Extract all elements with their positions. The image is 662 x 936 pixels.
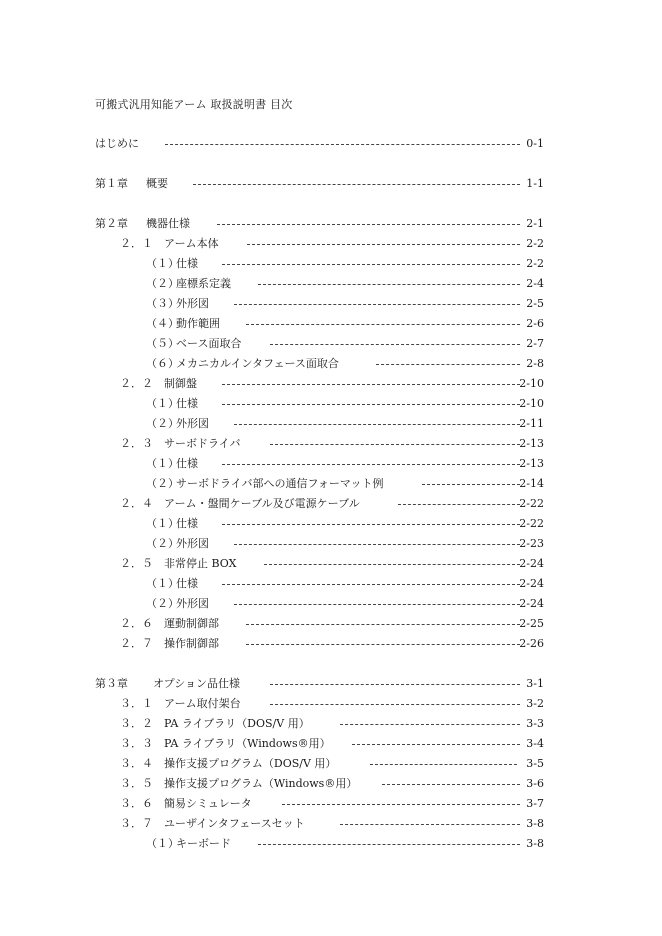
toc-entry-label: ユーザインタフェースセット	[164, 817, 305, 830]
toc-leader	[234, 424, 520, 425]
toc-entry-label: 外形図	[176, 297, 209, 310]
toc-entry-number: （６）	[146, 357, 179, 370]
toc-entry-number: ２．１	[120, 237, 153, 250]
toc-entry-label: メカニカルインタフェース面取合	[176, 357, 339, 370]
toc-leader	[340, 724, 520, 725]
toc-entry-page: 3-5	[526, 757, 544, 770]
toc-entry-page: 2-2	[526, 257, 544, 270]
toc-leader	[270, 444, 520, 445]
toc-entry-label: アーム・盤間ケーブル及び電源ケーブル	[164, 497, 360, 510]
toc-entry-number: ３．７	[120, 817, 153, 830]
toc-entry-section	[0, 636, 662, 652]
toc-entry-subsection	[0, 836, 662, 852]
toc-leader	[165, 144, 520, 145]
toc-entry-section	[0, 696, 662, 712]
toc-entry-subsection	[0, 456, 662, 472]
toc-entry-subsection	[0, 416, 662, 432]
toc-entry-label: 仕様	[176, 457, 198, 470]
toc-leader	[222, 464, 520, 465]
toc-entry-page: 2-24	[519, 597, 544, 610]
toc-entry-subsection	[0, 256, 662, 272]
toc-entry-page: 2-22	[519, 517, 544, 530]
toc-entry-page: 2-5	[526, 297, 544, 310]
toc-entry-section	[0, 616, 662, 632]
toc-entry-label: 操作支援プログラム（Windows®用）	[164, 777, 358, 790]
toc-entry-number: （１）	[146, 257, 179, 270]
toc-entry-label: 機器仕様	[146, 217, 190, 230]
toc-entry-number: （４）	[146, 317, 179, 330]
toc-entry-page: 2-2	[526, 237, 544, 250]
toc-entry-page: 3-4	[526, 737, 544, 750]
toc-entry-page: 2-25	[519, 617, 544, 630]
toc-entry-chapter	[0, 676, 662, 692]
toc-entry-page: 3-6	[526, 777, 544, 790]
toc-entry-label: 仕様	[176, 577, 198, 590]
toc-entry-label: オプション品仕様	[153, 677, 241, 690]
toc-entry-subsection	[0, 536, 662, 552]
toc-entry-page: 0-1	[526, 137, 544, 150]
toc-leader	[376, 364, 520, 365]
toc-entry-page: 2-10	[519, 377, 544, 390]
toc-leader	[234, 544, 520, 545]
toc-entry-page: 3-8	[526, 837, 544, 850]
toc-entry-label: 操作制御部	[164, 637, 219, 650]
toc-entry-chapter	[0, 216, 662, 232]
toc-entry-label: 仕様	[176, 517, 198, 530]
toc-leader	[222, 584, 520, 585]
toc-entry-section	[0, 236, 662, 252]
toc-entry-page: 2-6	[526, 317, 544, 330]
toc-leader	[258, 844, 520, 845]
toc-entry-label: PA ライブラリ（Windows®用）	[164, 737, 331, 750]
document-title: 可搬式汎用知能アーム 取扱説明書 目次	[95, 98, 293, 111]
toc-entry-subsection	[0, 296, 662, 312]
toc-entry-page: 2-24	[519, 577, 544, 590]
toc-leader	[352, 744, 520, 745]
toc-entry-label: ベース面取合	[176, 337, 242, 350]
toc-entry-page: 2-22	[519, 497, 544, 510]
toc-entry-number: 第３章	[95, 677, 128, 690]
toc-entry-subsection	[0, 316, 662, 332]
toc-leader	[270, 684, 520, 685]
toc-entry-section	[0, 716, 662, 732]
toc-entry-page: 3-3	[526, 717, 544, 730]
toc-entry-label: 運動制御部	[164, 617, 219, 630]
toc-entry-section	[0, 796, 662, 812]
toc-entry-label: アーム取付架台	[164, 697, 241, 710]
toc-entry-page: 2-24	[519, 557, 544, 570]
toc-leader	[222, 404, 520, 405]
toc-entry-label: 座標系定義	[176, 277, 231, 290]
toc-entry-page: 2-8	[526, 357, 544, 370]
toc-entry-page: 1-1	[526, 177, 544, 190]
toc-entry-number: （２）	[146, 277, 179, 290]
toc-entry-section	[0, 376, 662, 392]
toc-entry-label: 外形図	[176, 417, 209, 430]
toc-leader	[217, 224, 520, 225]
toc-entry-section	[0, 436, 662, 452]
toc-entry-number: ３．２	[120, 717, 153, 730]
toc-entry-subsection	[0, 396, 662, 412]
toc-entry-number: ３．６	[120, 797, 153, 810]
toc-entry-page: 3-1	[526, 677, 544, 690]
toc-entry-number: ３．５	[120, 777, 153, 790]
toc-entry-intro	[0, 136, 662, 152]
toc-entry-subsection	[0, 476, 662, 492]
toc-entry-number: ３．１	[120, 697, 153, 710]
toc-entry-label: 外形図	[176, 597, 209, 610]
toc-leader	[398, 504, 520, 505]
toc-leader	[193, 184, 520, 185]
toc-leader	[234, 304, 520, 305]
toc-entry-section	[0, 756, 662, 772]
toc-entry-label: キーボード	[176, 837, 231, 850]
toc-entry-number: （２）	[146, 417, 179, 430]
toc-entry-number: ３．４	[120, 757, 153, 770]
toc-entry-section	[0, 496, 662, 512]
toc-entry-page: 2-4	[526, 277, 544, 290]
toc-entry-page: 2-1	[526, 217, 544, 230]
toc-leader	[222, 264, 520, 265]
toc-entry-section	[0, 776, 662, 792]
toc-entry-page: 2-13	[519, 437, 544, 450]
toc-entry-page: 2-11	[519, 417, 544, 430]
toc-entry-subsection	[0, 356, 662, 372]
toc-entry-number: （１）	[146, 397, 179, 410]
toc-entry-page: 2-14	[519, 477, 544, 490]
toc-entry-label: 非常停止 BOX	[164, 557, 237, 570]
toc-entry-label: サーボドライバ	[164, 437, 241, 450]
toc-entry-number: ２．７	[120, 637, 153, 650]
toc-leader	[222, 524, 520, 525]
toc-entry-page: 2-13	[519, 457, 544, 470]
toc-entry-number: （２）	[146, 477, 179, 490]
toc-entry-number: （１）	[146, 457, 179, 470]
toc-leader	[222, 384, 520, 385]
toc-entry-number: ２．５	[120, 557, 153, 570]
toc-entry-label: はじめに	[95, 137, 139, 150]
toc-entry-label: 概要	[146, 177, 168, 190]
toc-entry-label: 動作範囲	[176, 317, 220, 330]
toc-entry-label: 仕様	[176, 397, 198, 410]
toc-entry-subsection	[0, 276, 662, 292]
toc-entry-number: （５）	[146, 337, 179, 350]
toc-entry-page: 2-23	[519, 537, 544, 550]
toc-entry-label: 操作支援プログラム（DOS/V 用）	[164, 757, 337, 770]
toc-entry-label: 簡易シミュレータ	[164, 797, 252, 810]
toc-leader	[382, 784, 520, 785]
toc-entry-section	[0, 556, 662, 572]
toc-entry-label: アーム本体	[164, 237, 219, 250]
toc-entry-subsection	[0, 336, 662, 352]
toc-leader	[264, 564, 520, 565]
toc-entry-section	[0, 736, 662, 752]
toc-entry-number: （１）	[146, 577, 179, 590]
toc-entry-number: ２．３	[120, 437, 153, 450]
toc-entry-number: （３）	[146, 297, 179, 310]
toc-entry-number: 第２章	[95, 217, 128, 230]
toc-entry-label: 外形図	[176, 537, 209, 550]
toc-entry-subsection	[0, 596, 662, 612]
toc-entry-page: 3-8	[526, 817, 544, 830]
toc-leader	[282, 804, 520, 805]
toc-entry-page: 2-7	[526, 337, 544, 350]
toc-leader	[270, 344, 520, 345]
toc-entry-section	[0, 816, 662, 832]
toc-entry-number: ２．６	[120, 617, 153, 630]
toc-entry-number: ２．２	[120, 377, 153, 390]
toc-entry-number: ２．４	[120, 497, 153, 510]
toc-entry-number: ３．３	[120, 737, 153, 750]
toc-entry-subsection	[0, 516, 662, 532]
toc-entry-page: 2-26	[519, 637, 544, 650]
toc-entry-label: 仕様	[176, 257, 198, 270]
toc-entry-chapter	[0, 176, 662, 192]
toc-entry-subsection	[0, 576, 662, 592]
toc-entry-number: 第１章	[95, 177, 128, 190]
toc-leader	[246, 324, 520, 325]
toc-leader	[370, 764, 517, 765]
toc-leader	[422, 484, 520, 485]
toc-leader	[270, 704, 520, 705]
toc-entry-page: 3-2	[526, 697, 544, 710]
toc-leader	[234, 604, 520, 605]
toc-entry-number: （１）	[146, 837, 179, 850]
toc-entry-label: サーボドライバ部への通信フォーマット例	[176, 477, 384, 490]
toc-leader	[247, 244, 520, 245]
toc-entry-label: PA ライブラリ（DOS/V 用）	[164, 717, 310, 730]
toc-leader	[246, 624, 520, 625]
toc-entry-number: （１）	[146, 517, 179, 530]
toc-leader	[258, 284, 520, 285]
toc-entry-page: 3-7	[526, 797, 544, 810]
toc-entry-page: 2-10	[519, 397, 544, 410]
toc-leader	[246, 644, 520, 645]
toc-leader	[340, 824, 520, 825]
toc-entry-number: （２）	[146, 537, 179, 550]
toc-entry-number: （２）	[146, 597, 179, 610]
toc-entry-label: 制御盤	[164, 377, 197, 390]
